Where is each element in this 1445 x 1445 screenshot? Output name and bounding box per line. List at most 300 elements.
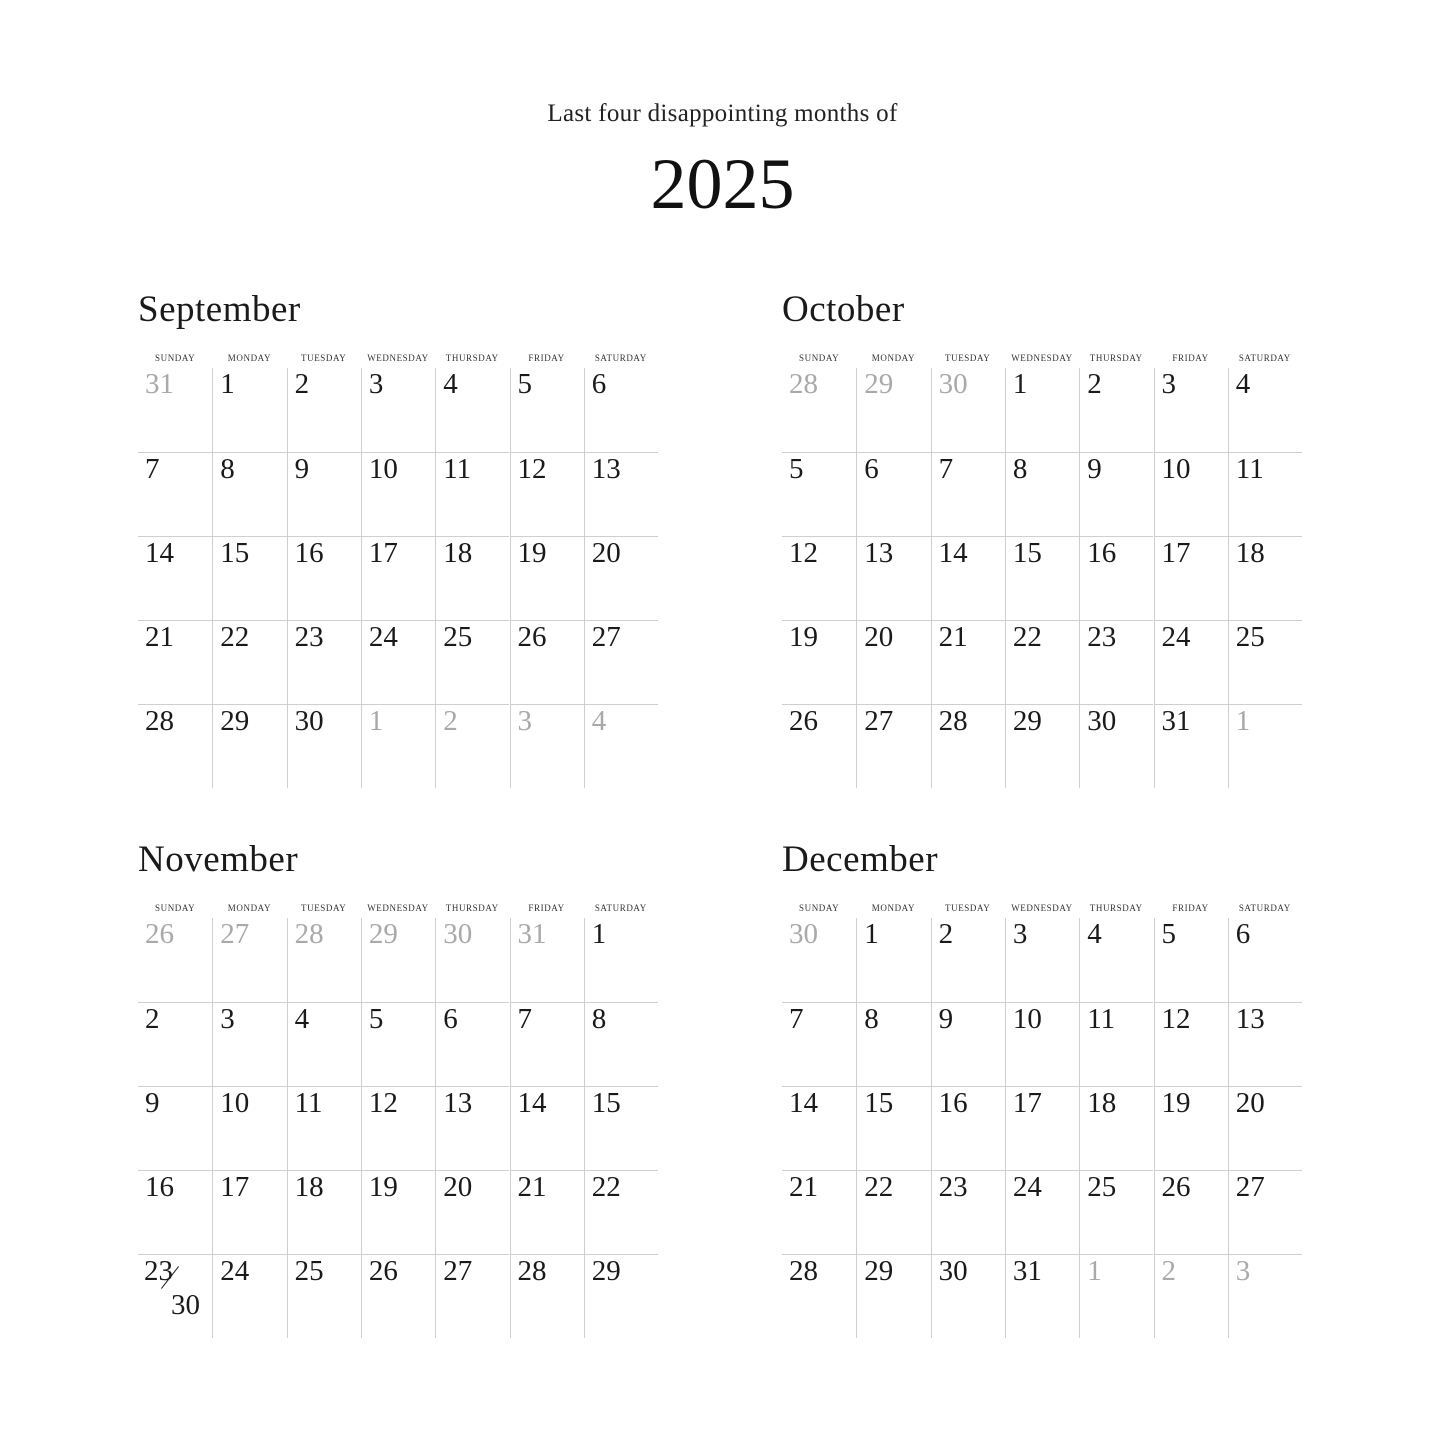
day-cell [1228,620,1302,704]
weekday-label: MONDAY [227,903,272,913]
day-cell [1154,1170,1228,1254]
day-cell [510,452,584,536]
day-cell-other-month [782,368,856,452]
day-number: 13 [591,453,621,485]
day-cell-other-month [212,918,286,1002]
day-number: 12 [1161,1003,1191,1035]
day-number: 1 [591,918,607,950]
day-number: 12 [517,453,547,485]
day-number: 21 [517,1171,547,1203]
month-grid [782,368,1302,788]
day-number: 2 [145,1003,160,1035]
day-number: 24 [368,621,398,653]
day-number: 29 [1012,705,1042,737]
day-number: 22 [220,621,250,653]
day-number: 8 [591,1003,607,1035]
day-cell-other-month [584,704,658,788]
day-cell [584,452,658,536]
day-cell [138,620,212,704]
day-cell [782,1254,856,1338]
day-cell [138,1002,212,1086]
day-number: 29 [220,705,250,737]
day-cell [1005,1086,1079,1170]
day-number: 9 [294,453,310,485]
weekday-label: SATURDAY [1238,353,1291,363]
day-number: 2 [294,368,310,400]
weekday-header-row [138,353,658,367]
day-number: 3 [517,705,532,737]
day-number: 26 [789,705,818,737]
day-cell [361,620,435,704]
day-number: 2 [443,705,458,737]
day-number: 29 [591,1255,621,1287]
day-cell-other-month [287,918,361,1002]
day-cell [138,1086,212,1170]
day-cell [212,452,286,536]
weekday-label: MONDAY [871,903,916,913]
day-cell [1079,536,1153,620]
day-cell [856,1170,930,1254]
day-number: 6 [1235,918,1251,950]
day-number: 10 [220,1087,250,1119]
day-number: 30 [938,1255,968,1287]
day-cell [782,1002,856,1086]
day-cell [931,1002,1005,1086]
day-number: 28 [517,1255,547,1287]
day-cell [287,1002,361,1086]
day-cell [584,1254,658,1338]
day-cell [1154,452,1228,536]
day-cell [287,1170,361,1254]
day-number: 28 [789,1255,818,1287]
day-cell-other-month [931,368,1005,452]
day-cell [287,1254,361,1338]
day-number: 16 [938,1087,968,1119]
day-cell-other-month [1079,1254,1153,1338]
day-cell [435,1170,509,1254]
day-cell [1154,704,1228,788]
day-number: 23 [1087,621,1117,653]
day-number: 20 [443,1171,473,1203]
day-cell-other-month [1228,1254,1302,1338]
weekday-label: FRIDAY [1172,903,1209,913]
day-number: 3 [220,1003,235,1035]
day-number: 1 [368,705,384,737]
day-number: 16 [145,1171,174,1203]
day-number: 3 [1161,368,1176,400]
day-cell [435,1254,509,1338]
day-number: 26 [1161,1171,1191,1203]
day-cell [856,704,930,788]
day-cell [856,620,930,704]
day-cell [1079,1170,1153,1254]
day-cell [856,1254,930,1338]
day-number: 27 [864,705,894,737]
day-number: 5 [368,1003,384,1035]
weekday-label: THURSDAY [1089,353,1143,363]
day-number: 17 [1161,537,1191,569]
weekday-label: TUESDAY [945,353,991,363]
day-cell [1228,1170,1302,1254]
day-cell [361,1254,435,1338]
day-number: 31 [145,368,174,400]
day-number: 18 [1087,1087,1117,1119]
day-number: 25 [443,621,473,653]
day-number: 24 [1161,621,1191,653]
day-cell [1005,918,1079,1002]
day-cell [856,918,930,1002]
weekday-label: WEDNESDAY [367,903,429,913]
day-number: 30 [938,368,968,400]
day-cell [782,1170,856,1254]
day-number: 4 [1235,368,1251,400]
day-number: 15 [591,1087,621,1119]
day-number: 11 [1235,453,1264,485]
day-number: 11 [294,1087,323,1119]
day-cell [1005,620,1079,704]
day-cell-other-month [856,368,930,452]
day-number: 8 [864,1003,879,1035]
month-name: December [782,839,939,880]
day-number: 1 [1235,705,1251,737]
day-cell [1154,1086,1228,1170]
day-number: 22 [1012,621,1042,653]
day-number: 1 [1012,368,1028,400]
day-cell [931,704,1005,788]
day-number: 17 [1012,1087,1042,1119]
day-number: 21 [938,621,968,653]
day-number: 19 [517,537,547,569]
day-cell [1005,368,1079,452]
day-number: 14 [938,537,968,569]
day-cell [138,536,212,620]
day-cell [435,536,509,620]
day-number: 28 [789,368,818,400]
day-number: 6 [864,453,879,485]
day-cell [435,1086,509,1170]
day-cell [584,1002,658,1086]
day-number: 21 [789,1171,818,1203]
day-number: 14 [145,537,174,569]
day-number: 28 [145,705,174,737]
day-cell [435,620,509,704]
day-number: 29 [864,368,894,400]
weekday-label: THURSDAY [1089,903,1143,913]
day-number: 27 [1235,1171,1265,1203]
day-cell [435,1002,509,1086]
day-number: 16 [294,537,324,569]
day-cell [1228,1002,1302,1086]
day-number: 29 [368,918,398,950]
day-cell [1079,918,1153,1002]
day-cell [212,704,286,788]
day-number: 3 [368,368,384,400]
day-number: 7 [517,1003,532,1035]
day-cell [584,1086,658,1170]
day-number: 18 [443,537,473,569]
day-cell-other-month [361,704,435,788]
day-cell [931,1170,1005,1254]
day-cell [1154,536,1228,620]
day-cell [584,1170,658,1254]
day-number: 27 [591,621,621,653]
day-number: 15 [220,537,250,569]
day-number: 2 [1087,368,1102,400]
day-cell [1079,620,1153,704]
calendar-subtitle: Last four disappointing months of [547,100,898,127]
day-number: 26 [368,1255,398,1287]
day-cell [287,536,361,620]
day-cell-other-month [1228,704,1302,788]
day-number: 27 [220,918,250,950]
weekday-label: SATURDAY [594,903,647,913]
weekday-label: SUNDAY [155,353,196,363]
day-number: 19 [1161,1087,1191,1119]
weekday-label: SUNDAY [799,903,840,913]
day-number: 3 [1012,918,1028,950]
weekday-label: FRIDAY [528,353,565,363]
day-cell [138,704,212,788]
day-number: 12 [789,537,818,569]
day-cell-other-month [1154,1254,1228,1338]
day-number: 31 [1161,705,1191,737]
day-cell [510,1254,584,1338]
day-cell [782,452,856,536]
day-number: 22 [864,1171,894,1203]
day-cell [212,1254,286,1338]
day-number: 17 [220,1171,250,1203]
day-number: 15 [864,1087,894,1119]
day-number: 25 [294,1255,324,1287]
day-cell [782,536,856,620]
weekday-label: TUESDAY [301,353,347,363]
day-number-secondary: 30 [171,1289,200,1321]
day-number: 20 [864,621,894,653]
day-number: 30 [443,918,473,950]
day-number: 9 [1087,453,1102,485]
day-cell [931,536,1005,620]
day-cell [510,620,584,704]
day-number: 13 [1235,1003,1265,1035]
day-cell-other-month [435,918,509,1002]
day-number: 25 [1087,1171,1117,1203]
day-number: 7 [789,1003,804,1035]
day-number: 4 [294,1003,310,1035]
day-cell-other-month [510,704,584,788]
day-number: 31 [1012,1255,1042,1287]
month-name: September [138,289,301,330]
day-number: 22 [591,1171,621,1203]
day-number: 15 [1012,537,1042,569]
day-cell [1079,1086,1153,1170]
day-number: 30 [1087,705,1117,737]
month-grid [138,918,658,1338]
day-cell [584,368,658,452]
day-cell [1005,1170,1079,1254]
day-number: 18 [294,1171,324,1203]
weekday-header-row [782,353,1302,367]
day-cell [138,452,212,536]
weekday-label: SATURDAY [594,353,647,363]
day-cell [584,918,658,1002]
day-number: 17 [368,537,398,569]
month-grid [782,918,1302,1338]
day-number: 26 [517,621,547,653]
day-cell [361,1170,435,1254]
weekday-label: WEDNESDAY [367,353,429,363]
day-cell [782,1086,856,1170]
day-cell [361,452,435,536]
day-number: 6 [443,1003,458,1035]
day-number: 20 [591,537,621,569]
day-cell [931,1254,1005,1338]
day-cell [212,1002,286,1086]
day-cell [1005,704,1079,788]
day-number: 28 [938,705,968,737]
day-cell [212,368,286,452]
day-number: 29 [864,1255,894,1287]
day-number: 1 [864,918,879,950]
weekday-label: TUESDAY [945,903,991,913]
weekday-label: WEDNESDAY [1011,903,1073,913]
day-number: 31 [517,918,547,950]
day-number: 23 [938,1171,968,1203]
day-cell-other-month [435,704,509,788]
day-cell [435,452,509,536]
day-cell [361,1086,435,1170]
day-number: 16 [1087,537,1117,569]
day-cell [1079,1002,1153,1086]
weekday-label: THURSDAY [445,903,499,913]
day-cell [1005,1254,1079,1338]
day-number: 23 [144,1255,173,1287]
day-cell [287,452,361,536]
day-cell [435,368,509,452]
day-cell [1005,536,1079,620]
day-cell [931,918,1005,1002]
day-number: 27 [443,1255,473,1287]
day-number: 8 [220,453,235,485]
day-number: 13 [443,1087,473,1119]
day-cell [931,620,1005,704]
day-cell-other-month [138,368,212,452]
day-cell [212,620,286,704]
day-cell [510,1086,584,1170]
day-cell [1154,918,1228,1002]
weekday-label: SUNDAY [155,903,196,913]
day-number: 4 [443,368,458,400]
weekday-label: SATURDAY [1238,903,1291,913]
day-cell [856,452,930,536]
day-cell-other-month [782,918,856,1002]
day-number: 18 [1235,537,1265,569]
day-cell [931,1086,1005,1170]
weekday-label: SUNDAY [799,353,840,363]
day-number: 6 [591,368,607,400]
calendar-year: 2025 [650,144,795,224]
weekday-label: TUESDAY [301,903,347,913]
day-cell [931,452,1005,536]
day-cell [782,704,856,788]
day-cell [510,1002,584,1086]
weekday-header-row [782,903,1302,917]
day-number: 21 [145,621,174,653]
day-cell [361,1002,435,1086]
month-name: November [138,839,299,880]
day-cell [287,704,361,788]
weekday-header-row [138,903,658,917]
weekday-label: FRIDAY [528,903,565,913]
day-cell [584,536,658,620]
day-cell [361,536,435,620]
day-cell [1228,918,1302,1002]
day-cell [1154,368,1228,452]
day-number: 20 [1235,1087,1265,1119]
day-number: 11 [443,453,472,485]
day-cell [584,620,658,704]
day-cell [1079,704,1153,788]
day-cell-other-month [510,918,584,1002]
month-name: October [782,289,905,330]
day-number: 14 [789,1087,818,1119]
day-cell [856,1002,930,1086]
day-cell [1154,620,1228,704]
day-number: 4 [591,705,607,737]
day-number: 30 [294,705,324,737]
day-cell [287,620,361,704]
weekday-label: FRIDAY [1172,353,1209,363]
day-number: 9 [145,1087,160,1119]
weekday-label: MONDAY [227,353,272,363]
day-number: 8 [1012,453,1028,485]
day-number: 9 [938,1003,954,1035]
day-cell [510,536,584,620]
day-number: 25 [1235,621,1265,653]
day-number: 10 [1012,1003,1042,1035]
day-number: 5 [1161,918,1176,950]
day-cell [782,620,856,704]
day-number: 19 [789,621,818,653]
day-cell-other-month [138,918,212,1002]
month-grid [138,368,658,788]
day-cell [1228,452,1302,536]
day-cell [212,1170,286,1254]
day-cell [138,1254,212,1338]
day-number: 24 [220,1255,250,1287]
day-cell [1154,1002,1228,1086]
weekday-label: WEDNESDAY [1011,353,1073,363]
day-cell [510,1170,584,1254]
day-number: 28 [294,918,324,950]
day-number: 1 [1087,1255,1102,1287]
day-cell [1005,1002,1079,1086]
day-number: 12 [368,1087,398,1119]
day-number: 2 [938,918,954,950]
day-cell [1228,536,1302,620]
day-number: 13 [864,537,894,569]
day-number: 24 [1012,1171,1042,1203]
day-number: 5 [789,453,804,485]
day-cell [212,536,286,620]
day-number: 10 [368,453,398,485]
day-number: 10 [1161,453,1191,485]
day-number: 7 [938,453,954,485]
day-cell-other-month [361,918,435,1002]
weekday-label: THURSDAY [445,353,499,363]
day-number: 14 [517,1087,547,1119]
day-number: 2 [1161,1255,1176,1287]
day-cell [287,1086,361,1170]
